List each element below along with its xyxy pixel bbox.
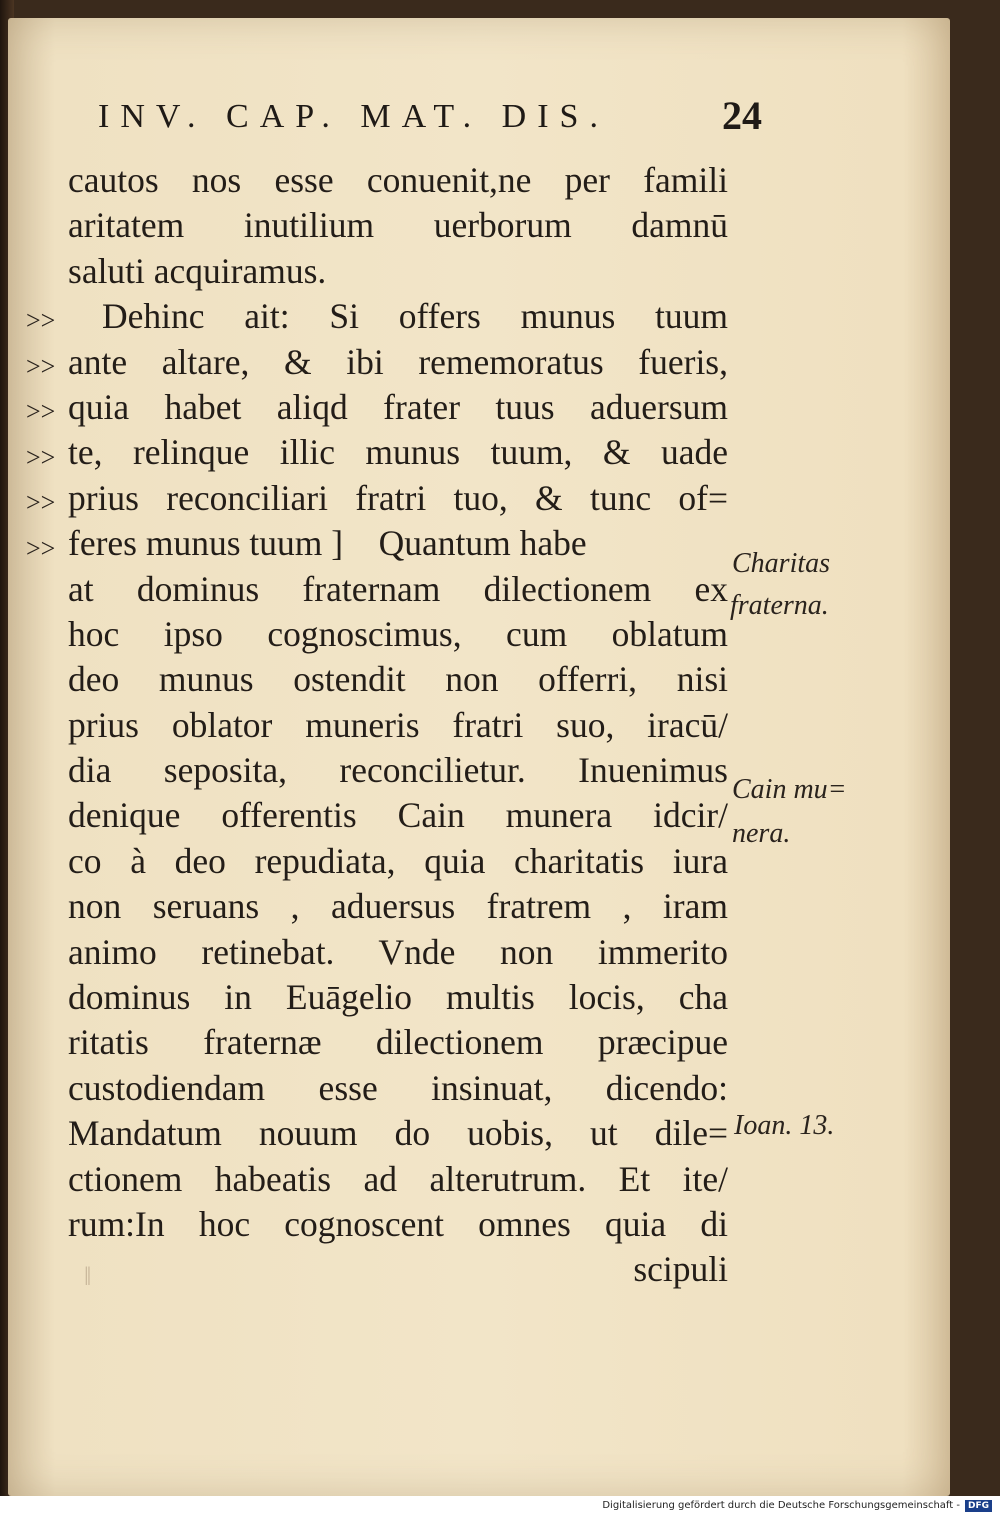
- text-line: non seruans , aduersus fratrem , iram: [68, 886, 728, 927]
- text-line: dia seposita, reconcilietur. Inuenimus: [68, 750, 728, 791]
- text-line: ritatis fraternæ dilectionem præcipue: [68, 1022, 728, 1063]
- footer-credit: Digitalisierung gefördert durch die Deutsche Forschungsgemeinschaft -: [602, 1500, 960, 1511]
- text-line: feres munus tuum ] Quantum habe: [68, 523, 587, 564]
- margin-note-nera: nera.: [732, 818, 791, 849]
- quotation-mark: >>: [26, 306, 56, 335]
- running-title: INV. CAP. MAT. DIS.: [98, 98, 609, 135]
- quotation-mark: >>: [26, 488, 56, 517]
- text-line: cautos nos esse conuenit,ne per famili: [68, 160, 728, 200]
- text-line: dominus in Euāgelio multis locis, cha: [68, 977, 728, 1018]
- text-line: Dehinc ait: Si offers munus tuum: [102, 296, 728, 337]
- margin-note-ioan: Ioan. 13.: [734, 1110, 835, 1141]
- text-line: animo retinebat. Vnde non immerito: [68, 931, 728, 972]
- text-line: prius reconciliari fratri tuo, & tunc of=: [68, 477, 728, 518]
- text-line: ante altare, & ibi rememoratus fueris,: [68, 341, 728, 382]
- text-line: aritatem inutilium uerborum damnū: [68, 205, 728, 246]
- text-line: rum:In hoc cognoscent omnes quia di: [68, 1203, 728, 1244]
- text-line: hoc ipso cognoscimus, cum oblatum: [68, 613, 728, 654]
- quotation-mark: >>: [26, 443, 56, 472]
- text-line: prius oblator muneris fratri suo, iracū/: [68, 704, 728, 745]
- margin-note-cain: Cain mu=: [732, 774, 847, 805]
- text-line: denique offerentis Cain munera idcir/: [68, 795, 728, 836]
- body-text: [68, 158, 728, 1293]
- show-through-ghost: ǁ: [84, 1262, 95, 1291]
- text-line: deo munus ostendit non offerri, nisi: [68, 659, 728, 700]
- quotation-mark: >>: [26, 352, 56, 381]
- text-line: te, relinque illic munus tuum, & uade: [68, 432, 728, 473]
- margin-note-fraterna: fraterna.: [730, 590, 829, 621]
- quotation-mark: >>: [26, 397, 56, 426]
- text-line: quia habet aliqd frater tuus aduersum: [68, 386, 728, 427]
- text-line: custodiendam esse insinuat, dicendo:: [68, 1067, 728, 1108]
- text-line: co à deo repudiata, quia charitatis iura: [68, 840, 728, 881]
- text-line: at dominus fraternam dilectionem ex: [68, 568, 728, 609]
- text-line: Mandatum nouum do uobis, ut dile=: [68, 1113, 728, 1154]
- dfg-logo: DFG: [965, 1500, 992, 1512]
- text-line: saluti acquiramus.: [68, 250, 327, 291]
- page-number: 24: [722, 93, 762, 138]
- catchword: scipuli: [633, 1249, 728, 1290]
- margin-note-charitas: Charitas: [732, 548, 831, 579]
- quotation-mark: >>: [26, 534, 56, 563]
- text-line: ctionem habeatis ad alterutrum. Et ite/: [68, 1158, 728, 1199]
